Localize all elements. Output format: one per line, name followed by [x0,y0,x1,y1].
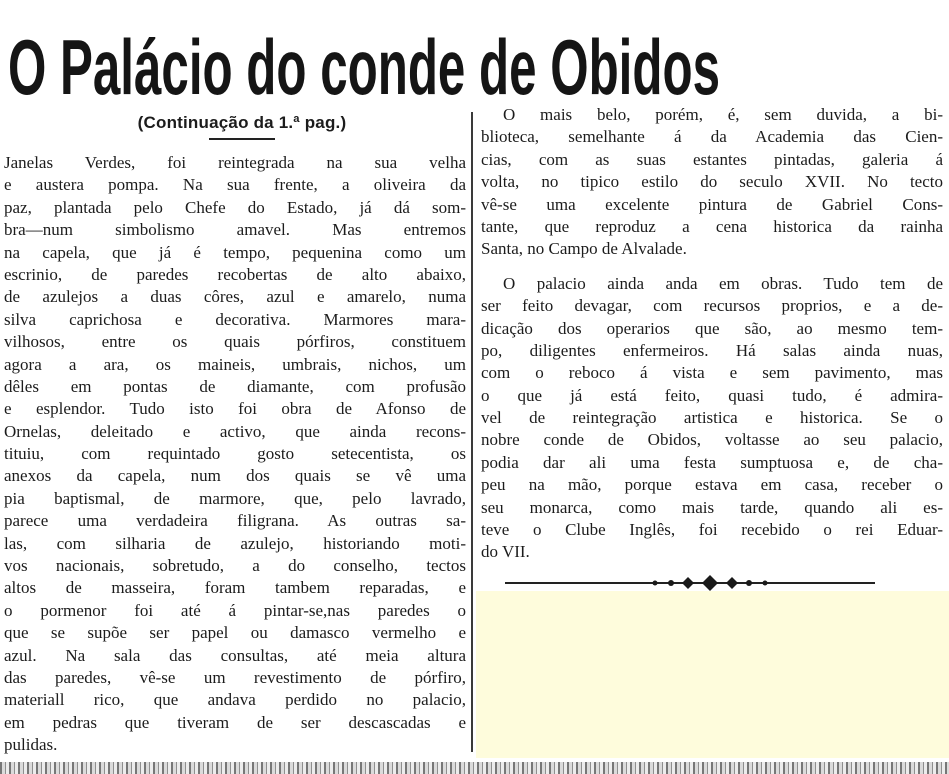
left-column-line: silva caprichosa e decorativa. Marmores mara- [4,309,466,329]
left-column-line: Ornelas, deleitado e activo, que ainda recons- [4,421,466,441]
works-paragraph-line: nobre conde de Obidos, voltasse ao seu palacio, [481,430,943,450]
subhead-rule [209,138,275,140]
library-paragraph-line: O mais belo, porém, é, sem duvida, a bi- [503,105,943,124]
library-paragraph-line: vê-se uma excelente pintura de Gabriel Cons- [481,194,943,214]
left-column-line: paz, plantada pelo Chefe do Estado, já dá som- [4,197,466,217]
left-column-line: em pedras que tiveram de ser descascadas e [4,712,466,732]
works-paragraph-line: vel de reintegração artistica e historica. Se o [481,408,943,428]
left-column-line: altos de masseira, foram tambem reparadas, e [4,578,466,598]
works-paragraph-line: o que já está feito, quasi tudo, é admira- [481,385,943,405]
left-column-line: materiall rico, que andava perdido no palacio, [4,690,466,710]
page-edge-strip [0,762,949,774]
left-column-line: Janelas Verdes, foi reintegrada na sua velha [4,153,466,172]
works-paragraph-line: po, diligentes enfermeiros. Há salas ainda nuas, [481,340,943,360]
left-column-line: e austera pompa. Na sua frente, a oliveira da [4,175,466,195]
column-divider [471,112,473,752]
headline [8,14,728,106]
left-column-line: las, com silharia de azulejo, historiando moti- [4,533,466,553]
library-paragraph-line: tante, que reproduz a cena historica da rainha [481,216,943,236]
left-column [4,108,466,757]
left-column-line: e esplendor. Tudo isto foi obra de Afonso de [4,399,466,419]
works-paragraph-line: podia dar ali uma festa sumptuosa e, de cha- [481,452,943,472]
left-column-line: vilhosos, entre os quais pórfiros, constituem [4,332,466,352]
right-column [481,104,943,564]
left-column-line: o pormenor foi até á pintar-se,nas paredes o [4,600,466,620]
works-paragraph-line: ser feito devagar, com recursos proprios, e a de- [481,296,943,316]
library-paragraph-line: volta, no tipico estilo do seculo XVII. No tecto [481,172,943,192]
left-column-line: das paredes, vê-se um revestimento de pórfiro, [4,667,466,687]
works-paragraph [481,273,943,564]
left-column-line: azul. Na sala das consultas, até meia altura [4,645,466,665]
works-paragraph-line: O palacio ainda anda em obras. Tudo tem de [503,273,943,293]
left-column-line: que se supõe ser papel ou damasco vermelho e [4,623,466,643]
left-column-line: escrinio, de paredes recobertas de alto abaixo, [4,264,466,284]
left-column-line: dêles em pontas de diamante, com profusão [4,376,466,396]
works-paragraph-line: dicação dos operarios que são, ao mesmo tem- [481,318,943,338]
works-paragraph-line: peu na mão, porque estava em casa, receber o [481,475,943,495]
blank-highlighted-area [476,591,949,758]
left-column-text [4,152,466,757]
works-paragraph-line: do VII. [481,542,530,562]
left-column-line: bra—num simbolismo amavel. Mas entremos [4,220,466,240]
left-column-line: pulidas. [4,735,58,755]
left-column-line: pia baptismal, de marmore, que, pelo lavrado, [4,488,466,508]
headline-text: O Palácio do conde de Obidos [8,23,720,106]
library-paragraph-line: blioteca, semelhante á da Academia das Cien- [481,127,943,147]
left-column-line: tituiu, com requintado gosto setecentista, os [4,444,466,464]
library-paragraph-line: Santa, no Campo de Alvalade. [481,239,687,259]
works-paragraph-line: com o reboco á vista e sem pavimento, mas [481,363,943,383]
works-paragraph-line: teve o Clube Inglês, foi recebido o rei Eduar- [481,520,943,540]
works-paragraph-line: seu monarca, como mais tarde, quando ali es- [481,497,943,517]
left-column-line: parece uma verdadeira filigrana. As outras sa- [4,511,466,531]
left-column-line: na capela, que já é tempo, pequenina como um [4,242,466,262]
left-column-line: agora a ara, os maineis, umbrais, nichos, um [4,354,466,374]
library-paragraph [481,104,943,261]
library-paragraph-line: cias, com as suas estantes pintadas, galeria á [481,149,943,169]
continuation-subhead: (Continuação da 1.ª pag.) [137,113,347,132]
left-column-line: vos nacionais, sobretudo, a do conselho, tectos [4,556,466,576]
left-column-line: de azulejos a duas côres, azul e amarelo, numa [4,287,466,307]
left-column-line: anexos da capela, num dos quais se vê uma [4,466,466,486]
